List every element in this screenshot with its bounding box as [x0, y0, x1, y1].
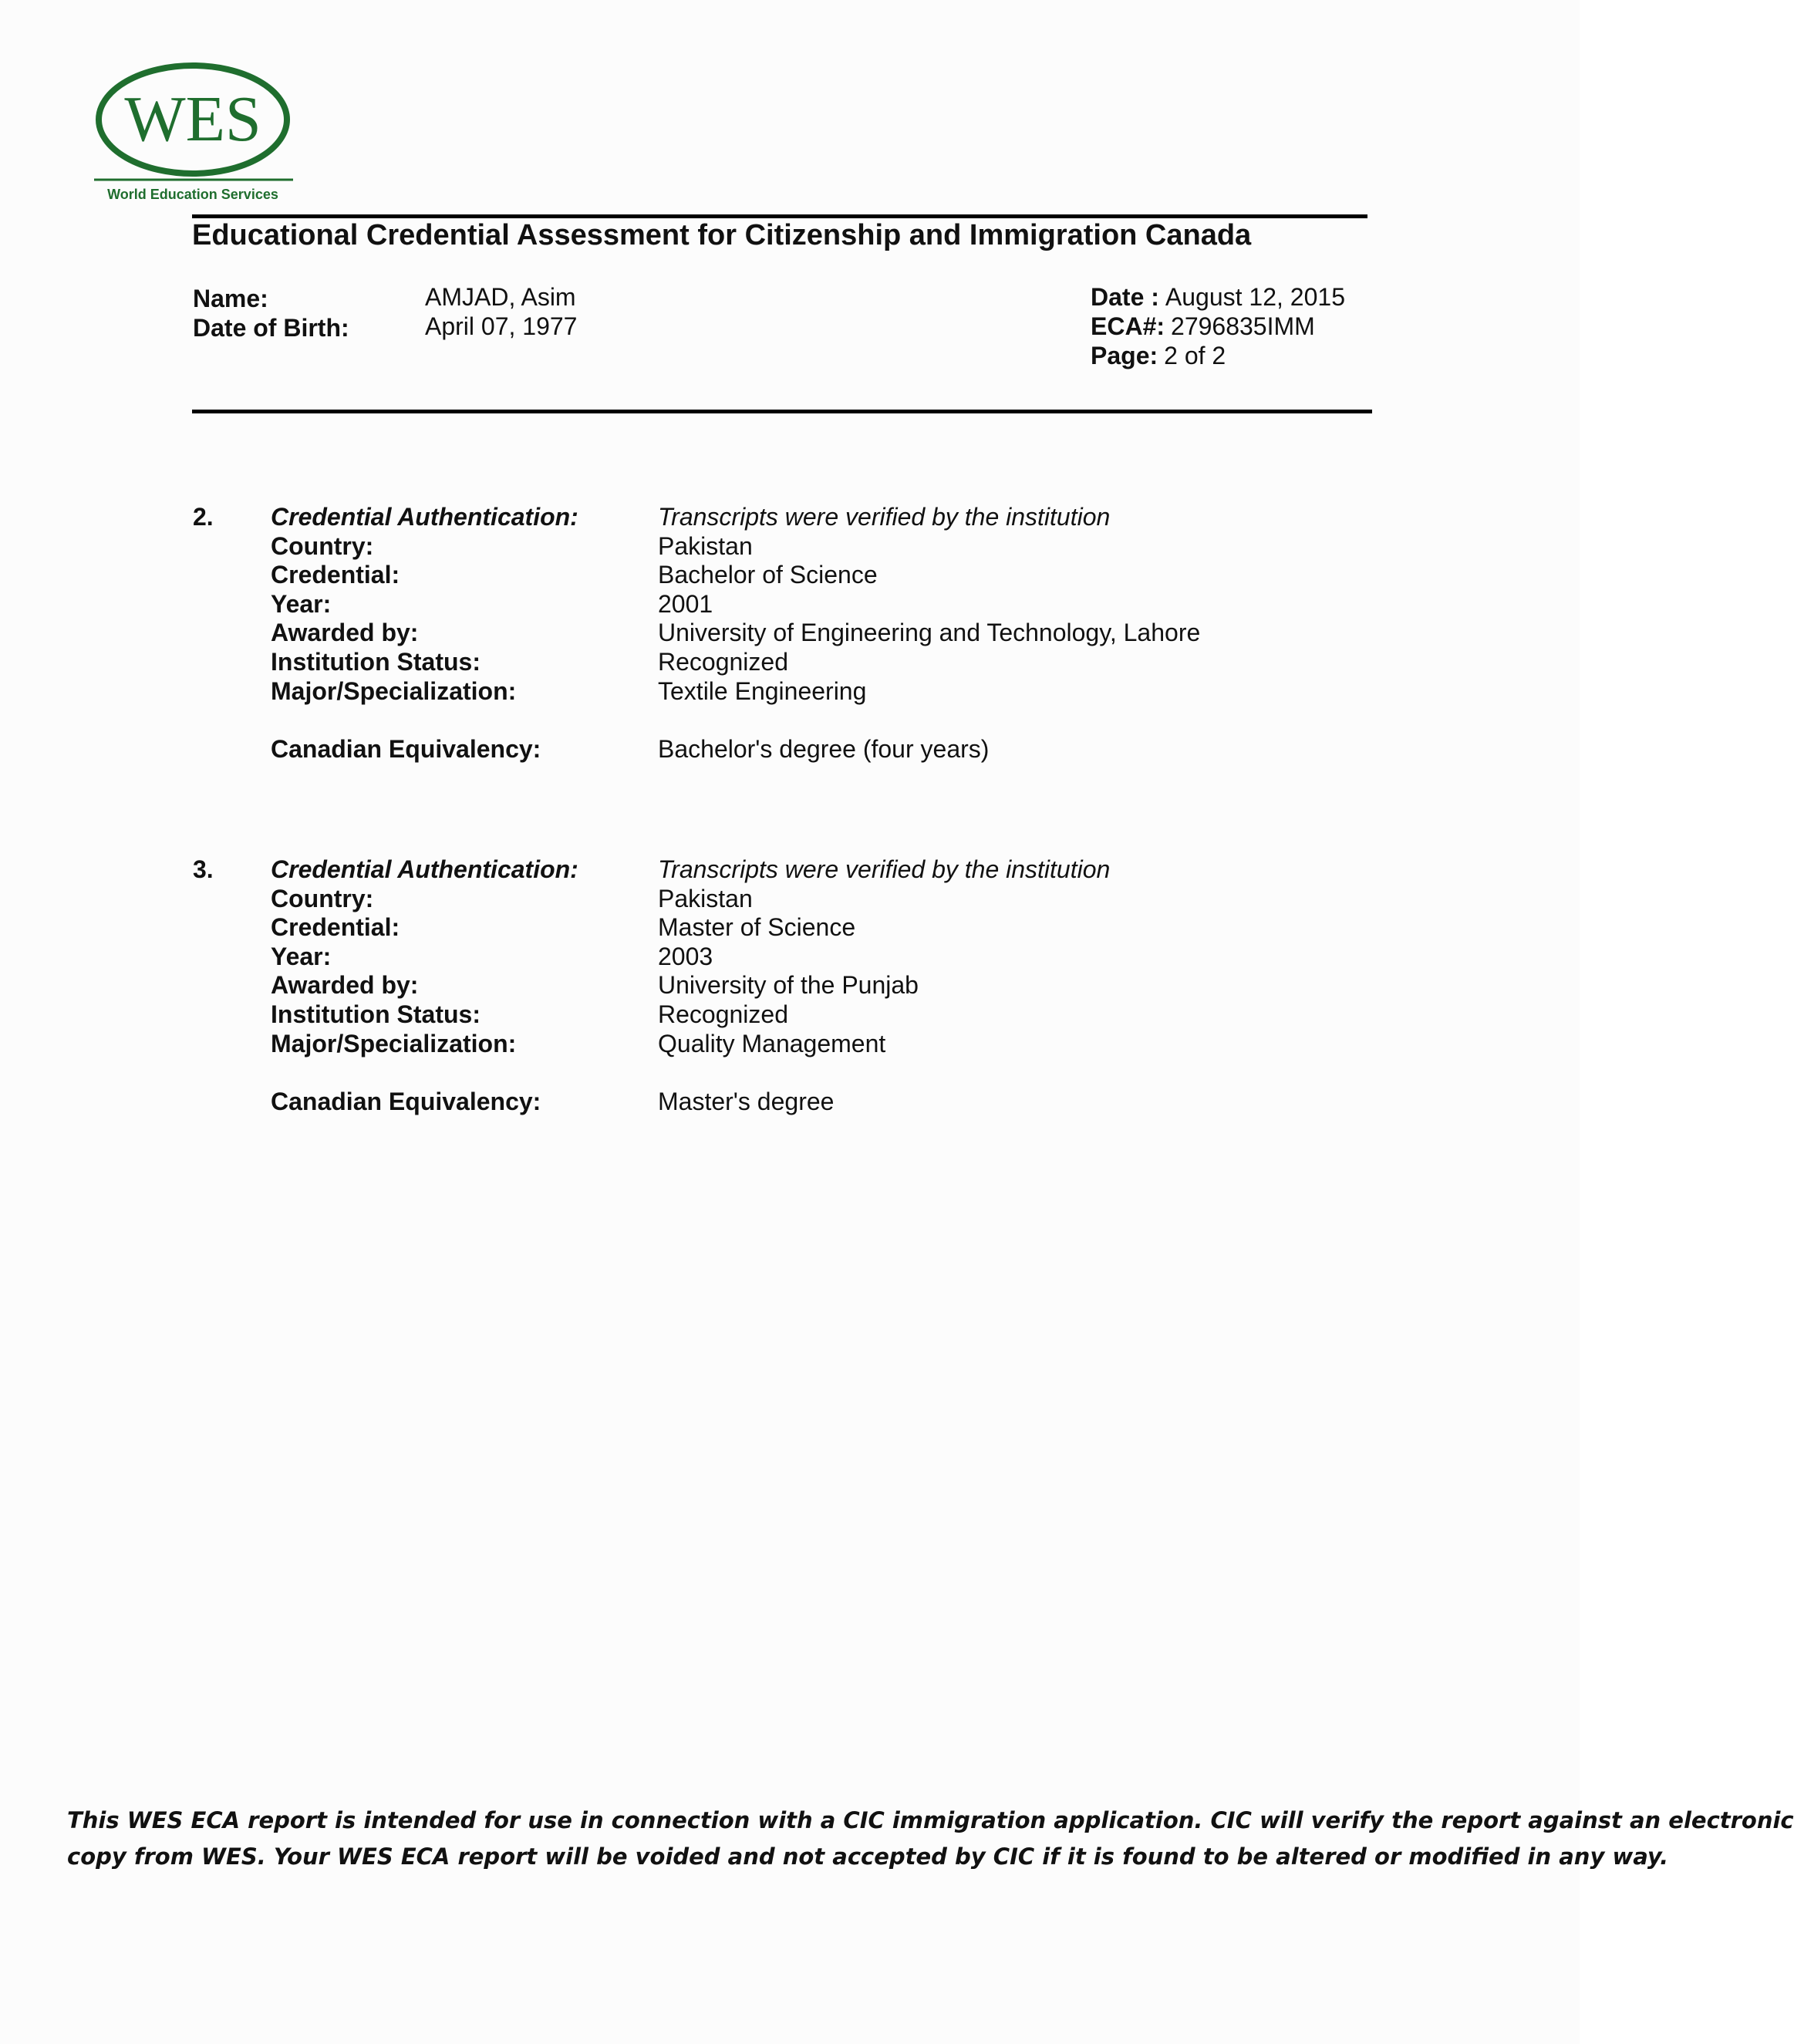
header-meta — [1091, 282, 1345, 370]
eca-label: ECA#: — [1091, 312, 1165, 340]
year-value: 2003 — [658, 942, 713, 970]
institution-status-value: Recognized — [658, 647, 788, 676]
awarded-by-label: Awarded by: — [271, 971, 419, 1000]
header-values — [425, 282, 577, 341]
page-value: 2 of 2 — [1164, 342, 1226, 369]
wes-logo — [91, 54, 295, 208]
credential-value: Master of Science — [658, 913, 856, 942]
awarded-by-value: University of Engineering and Technology, Lahore — [658, 619, 1201, 647]
dob-label: Date of Birth: — [193, 314, 349, 342]
equivalency-value: Master's degree — [658, 1087, 835, 1115]
credential-values — [658, 503, 1200, 764]
major-label: Major/Specialization: — [271, 1029, 517, 1057]
header-bottom-rule — [192, 410, 1372, 413]
eca-value: 2796835IMM — [1171, 312, 1315, 340]
institution-status-label: Institution Status: — [271, 647, 481, 676]
header-labels — [193, 284, 349, 342]
major-value: Quality Management — [658, 1029, 886, 1057]
logo-org-name: World Education Services — [107, 187, 278, 202]
date-label: Date : — [1091, 283, 1159, 311]
authentication-label: Credential Authentication: — [271, 503, 578, 531]
top-rule — [192, 214, 1367, 218]
credential-labels — [271, 503, 578, 764]
document-title: Educational Credential Assessment for Citizenship and Immigration Canada — [192, 219, 1252, 251]
country-label: Country: — [271, 531, 374, 560]
authentication-label: Credential Authentication: — [271, 855, 578, 883]
date-value: August 12, 2015 — [1165, 283, 1345, 311]
year-value: 2001 — [658, 589, 713, 618]
country-label: Country: — [271, 884, 374, 912]
logo-mark: WES — [124, 83, 261, 155]
page-label: Page: — [1091, 342, 1158, 369]
equivalency-value: Bachelor's degree (four years) — [658, 734, 990, 763]
credential-number: 2. — [193, 503, 214, 531]
institution-status-label: Institution Status: — [271, 1000, 481, 1028]
country-value: Pakistan — [658, 531, 753, 560]
equivalency-label: Canadian Equivalency: — [271, 1087, 541, 1115]
footer-line-2: copy from WES. Your WES ECA report will be voided and not accepted by CIC if it is found to be altered or modified in any way. — [67, 1843, 1669, 1870]
major-value: Textile Engineering — [658, 676, 867, 705]
authentication-value: Transcripts were verified by the institution — [658, 855, 1111, 883]
equivalency-label: Canadian Equivalency: — [271, 734, 541, 763]
awarded-by-label: Awarded by: — [271, 619, 419, 647]
footer-line-1: This WES ECA report is intended for use in connection with a CIC immigration application. CIC will verify the report against an electronic — [67, 1807, 1794, 1833]
awarded-by-value: University of the Punjab — [658, 971, 919, 1000]
credential-values — [658, 855, 1110, 1116]
credential-label: Credential: — [271, 561, 400, 589]
credential-labels — [271, 855, 578, 1116]
credential-value: Bachelor of Science — [658, 561, 878, 589]
credential-number: 3. — [193, 855, 214, 883]
dob-value: April 07, 1977 — [425, 312, 578, 340]
country-value: Pakistan — [658, 884, 753, 912]
wes-logo-graphic — [91, 54, 295, 208]
year-label: Year: — [271, 589, 332, 618]
credential-label: Credential: — [271, 913, 400, 942]
authentication-value: Transcripts were verified by the institution — [658, 503, 1111, 531]
name-label: Name: — [193, 285, 268, 312]
institution-status-value: Recognized — [658, 1000, 788, 1028]
footer-notice — [67, 1803, 1794, 1875]
year-label: Year: — [271, 942, 332, 970]
name-value: AMJAD, Asim — [425, 283, 576, 311]
major-label: Major/Specialization: — [271, 676, 517, 705]
